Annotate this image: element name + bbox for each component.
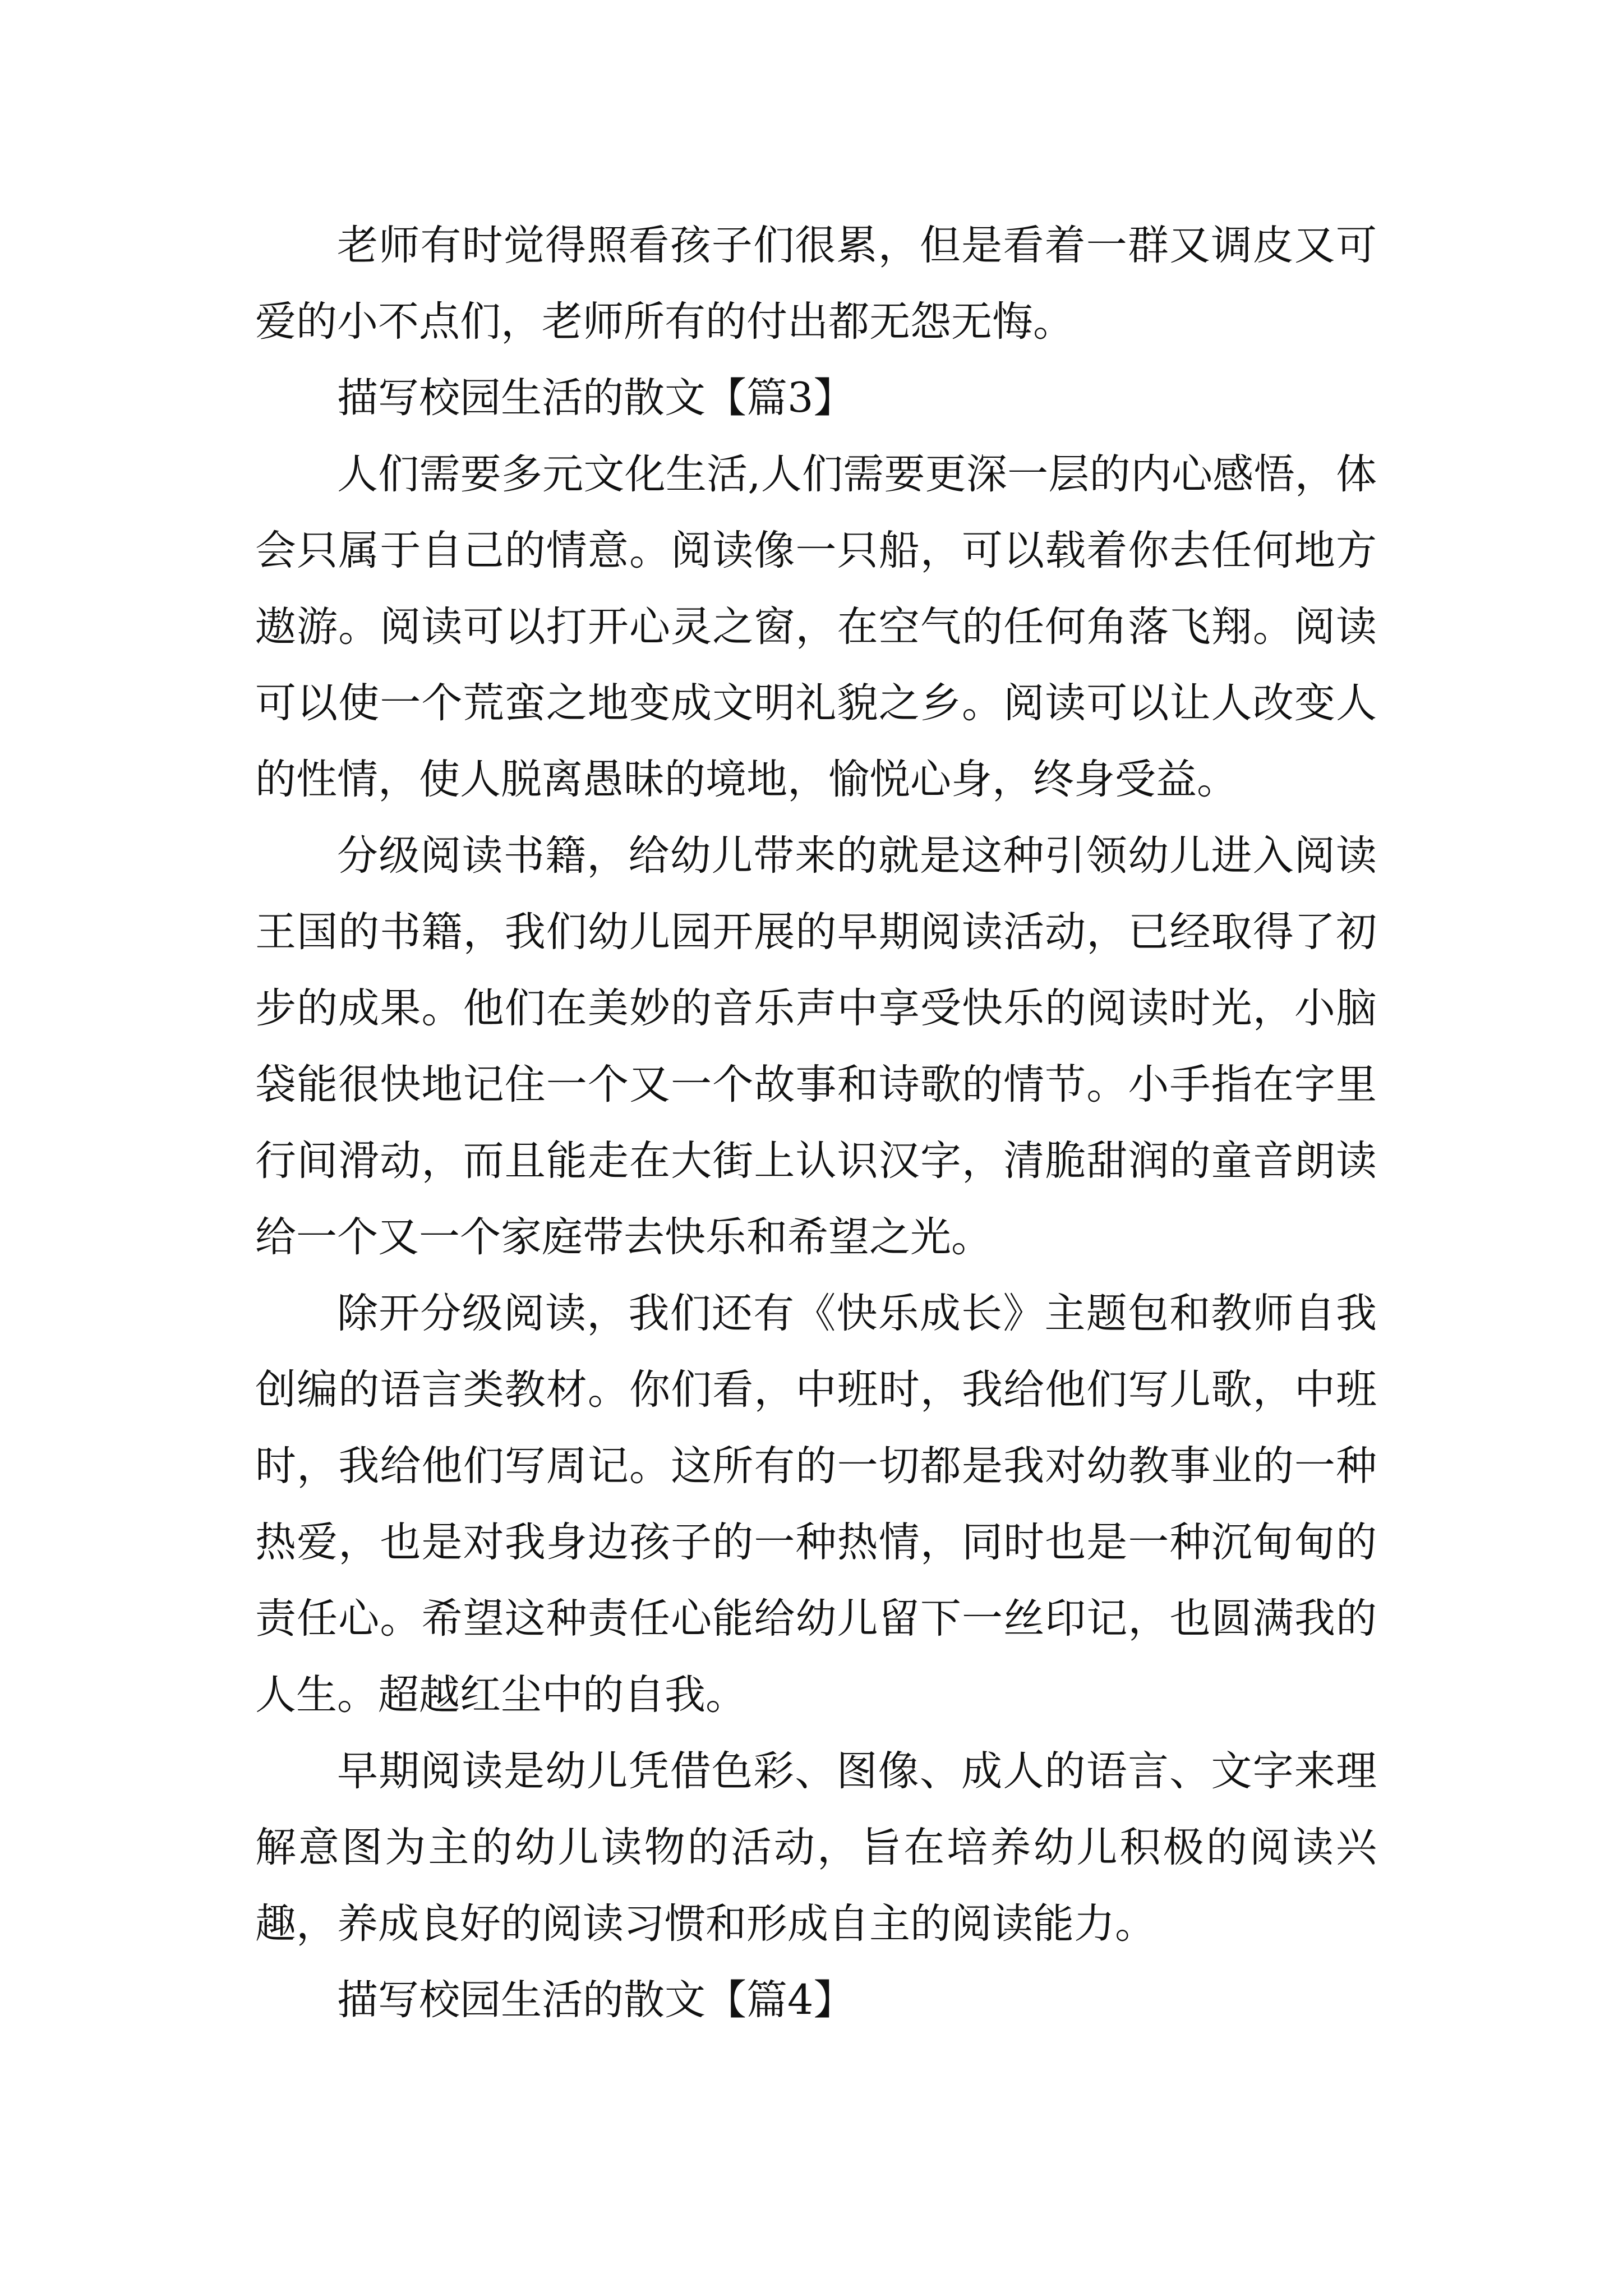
paragraph-teacher-effort: 老师有时觉得照看孩子们很累，但是看着一群又调皮又可爱的小不点们，老师所有的付出都无怨无悔。 <box>255 222 1377 346</box>
document-body <box>255 208 1377 2039</box>
paragraph-graded-reading: 分级阅读书籍，给幼儿带来的就是这种引领幼儿进入阅读王国的书籍，我们幼儿园开展的早期阅读活动，已经取得了初步的成果。他们在美妙的音乐声中享受快乐的阅读时光，小脑袋能很快地记住一个又一个故事和诗歌的情节。小手指在字里行间滑动，而且能走在大街上认识汉字，清脆甜润的童音朗读给一个又一个家庭带去快乐和希望之光。 <box>255 832 1377 1261</box>
paragraph-language-materials: 除开分级阅读，我们还有《快乐成长》主题包和教师自我创编的语言类教材。你们看，中班时，我给他们写儿歌，中班时，我给他们写周记。这所有的一切都是我对幼教事业的一种热爱，也是对我身边孩子的一种热情，同时也是一种沉甸甸的责任心。希望这种责任心能给幼儿留下一丝印记，也圆满我的人生。超越红尘中的自我。 <box>255 1290 1377 1719</box>
paragraph-reading-value: 人们需要多元文化生活,人们需要更深一层的内心感悟，体会只属于自己的情意。阅读像一只船，可以载着你去任何地方遨游。阅读可以打开心灵之窗，在空气的任何角落飞翔。阅读可以使一个荒蛮之地变成文明礼貌之乡。阅读可以让人改变人的性情，使人脱离愚昧的境地，愉悦心身，终身受益。 <box>255 450 1377 803</box>
section-heading-3: 描写校园生活的散文【篇3】 <box>337 374 855 422</box>
section-heading-4: 描写校园生活的散文【篇4】 <box>337 1976 855 2024</box>
paragraph-early-reading: 早期阅读是幼儿凭借色彩、图像、成人的语言、文字来理解意图为主的幼儿读物的活动，旨在培养幼儿积极的阅读兴趣，养成良好的阅读习惯和形成自主的阅读能力。 <box>255 1747 1377 1948</box>
